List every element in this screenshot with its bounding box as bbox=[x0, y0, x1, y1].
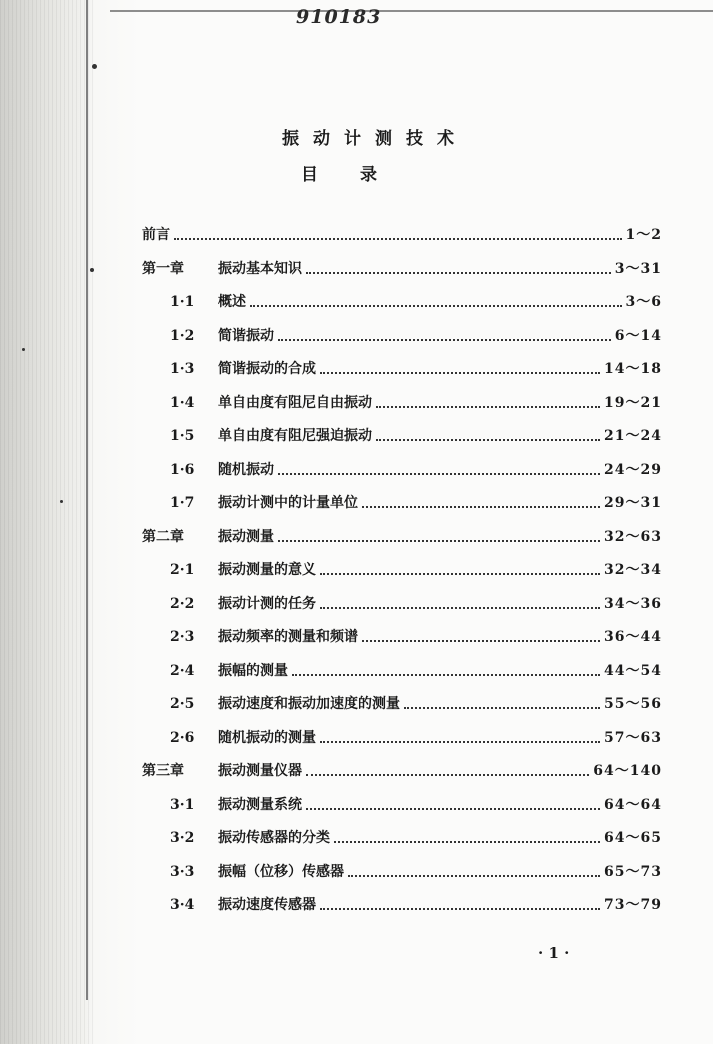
toc-dot-leader bbox=[292, 670, 600, 676]
toc-entry-title: 振动频率的测量和频谱 bbox=[218, 629, 358, 645]
toc-dot-leader bbox=[362, 502, 600, 508]
toc-page-range: 21～24 bbox=[604, 428, 662, 444]
toc-section-entry bbox=[142, 827, 662, 849]
toc-page-range: 55～56 bbox=[604, 696, 662, 712]
toc-entry-title: 振动测量仪器 bbox=[218, 763, 302, 779]
toc-dot-leader bbox=[376, 402, 600, 408]
toc-page-range: 44～54 bbox=[604, 663, 662, 679]
toc-page-range: 65～73 bbox=[604, 864, 662, 880]
toc-entry-title: 简谐振动 bbox=[218, 328, 274, 344]
toc-entry-number: 前言 bbox=[142, 227, 170, 243]
toc-section-entry bbox=[142, 894, 662, 916]
toc-page-range: 29～31 bbox=[604, 495, 662, 511]
toc-chapter-entry bbox=[142, 760, 662, 782]
toc-dot-leader bbox=[362, 636, 600, 642]
toc-heading: 目录 bbox=[301, 165, 419, 185]
toc-page-range: 1～2 bbox=[625, 227, 662, 243]
toc-entry-number: 1·3 bbox=[170, 361, 195, 377]
toc-entry-number: 2·2 bbox=[170, 596, 195, 612]
toc-front-entry bbox=[142, 224, 662, 246]
toc-section-entry bbox=[142, 559, 662, 581]
toc-page-range: 14～18 bbox=[604, 361, 662, 377]
page-number: · 1 · bbox=[538, 944, 570, 962]
toc-section-entry bbox=[142, 392, 662, 414]
toc-entry-number: 1·5 bbox=[170, 428, 195, 444]
toc-page-range: 32～63 bbox=[604, 529, 662, 545]
toc-entry-number: 2·1 bbox=[170, 562, 195, 578]
toc-page-range: 64～65 bbox=[604, 830, 662, 846]
toc-entry-title: 单自由度有阻尼自由振动 bbox=[218, 395, 372, 411]
toc-entry-number: 1·2 bbox=[170, 328, 195, 344]
toc-page-range: 57～63 bbox=[604, 730, 662, 746]
toc-section-entry bbox=[142, 593, 662, 615]
toc-dot-leader bbox=[306, 770, 589, 776]
toc-dot-leader bbox=[320, 368, 600, 374]
toc-dot-leader bbox=[278, 335, 611, 341]
scan-speck bbox=[22, 348, 25, 351]
toc-page-range: 64～140 bbox=[593, 763, 662, 779]
toc-page-range: 36～44 bbox=[604, 629, 662, 645]
toc-dot-leader bbox=[348, 871, 600, 877]
toc-entry-number: 1·6 bbox=[170, 462, 195, 478]
toc-entry-number: 第一章 bbox=[142, 261, 184, 277]
toc-section-entry bbox=[142, 425, 662, 447]
toc-dot-leader bbox=[306, 268, 611, 274]
toc-entry-title: 振动速度传感器 bbox=[218, 897, 316, 913]
scan-binding-edge bbox=[0, 0, 95, 1044]
toc-page-range: 19～21 bbox=[604, 395, 662, 411]
toc-page-range: 64～64 bbox=[604, 797, 662, 813]
toc-entry-number: 2·5 bbox=[170, 696, 195, 712]
toc-dot-leader bbox=[320, 569, 600, 575]
toc-dot-leader bbox=[320, 737, 600, 743]
toc-entry-title: 单自由度有阻尼强迫振动 bbox=[218, 428, 372, 444]
toc-entry-title: 振幅（位移）传感器 bbox=[218, 864, 344, 880]
handwritten-catalog-number: 910183 bbox=[296, 6, 382, 28]
toc-chapter-entry bbox=[142, 526, 662, 548]
toc-dot-leader bbox=[250, 301, 622, 307]
scan-speck bbox=[60, 500, 63, 503]
toc-page-range: 32～34 bbox=[604, 562, 662, 578]
toc-dot-leader bbox=[320, 904, 600, 910]
toc-section-entry bbox=[142, 861, 662, 883]
toc-entry-number: 3·1 bbox=[170, 797, 195, 813]
toc-dot-leader bbox=[174, 234, 622, 240]
toc-entry-title: 振动测量 bbox=[218, 529, 274, 545]
book-title: 振动计测技术 bbox=[282, 129, 468, 149]
toc-entry-title: 振动传感器的分类 bbox=[218, 830, 330, 846]
scan-speck bbox=[92, 64, 97, 69]
toc-page-range: 24～29 bbox=[604, 462, 662, 478]
toc-section-entry bbox=[142, 459, 662, 481]
toc-chapter-entry bbox=[142, 258, 662, 280]
toc-entry-title: 振动基本知识 bbox=[218, 261, 302, 277]
toc-section-entry bbox=[142, 794, 662, 816]
toc-entry-title: 振动速度和振动加速度的测量 bbox=[218, 696, 400, 712]
toc-section-entry bbox=[142, 693, 662, 715]
toc-entry-number: 1·4 bbox=[170, 395, 195, 411]
toc-section-entry bbox=[142, 727, 662, 749]
toc-page-range: 73～79 bbox=[604, 897, 662, 913]
toc-entry-number: 1·7 bbox=[170, 495, 195, 511]
toc-page-range: 3～31 bbox=[614, 261, 662, 277]
toc-entry-title: 随机振动的测量 bbox=[218, 730, 316, 746]
scan-top-edge bbox=[110, 0, 713, 12]
toc-dot-leader bbox=[278, 469, 600, 475]
toc-entry-title: 振动测量系统 bbox=[218, 797, 302, 813]
toc-page-range: 34～36 bbox=[604, 596, 662, 612]
toc-entry-number: 1·1 bbox=[170, 294, 195, 310]
binding-line bbox=[86, 0, 88, 1000]
toc-dot-leader bbox=[334, 837, 600, 843]
toc-entry-number: 2·4 bbox=[170, 663, 195, 679]
toc-dot-leader bbox=[404, 703, 600, 709]
toc-dot-leader bbox=[278, 536, 600, 542]
toc-page-range: 3～6 bbox=[625, 294, 662, 310]
toc-section-entry bbox=[142, 291, 662, 313]
toc-entry-number: 第三章 bbox=[142, 763, 184, 779]
toc-section-entry bbox=[142, 660, 662, 682]
toc-entry-title: 概述 bbox=[218, 294, 246, 310]
toc-section-entry bbox=[142, 492, 662, 514]
toc-entry-title: 随机振动 bbox=[218, 462, 274, 478]
toc-entry-number: 3·2 bbox=[170, 830, 195, 846]
toc-entry-title: 振动测量的意义 bbox=[218, 562, 316, 578]
toc-entry-title: 振动计测中的计量单位 bbox=[218, 495, 358, 511]
toc-entry-number: 3·3 bbox=[170, 864, 195, 880]
toc-entry-number: 2·6 bbox=[170, 730, 195, 746]
toc-section-entry bbox=[142, 626, 662, 648]
scan-speck bbox=[90, 268, 94, 272]
toc-dot-leader bbox=[376, 435, 600, 441]
toc-section-entry bbox=[142, 325, 662, 347]
toc-dot-leader bbox=[320, 603, 600, 609]
toc-entry-title: 简谐振动的合成 bbox=[218, 361, 316, 377]
toc-dot-leader bbox=[306, 804, 600, 810]
toc-entry-title: 振幅的测量 bbox=[218, 663, 288, 679]
toc-entry-number: 3·4 bbox=[170, 897, 195, 913]
toc-entry-title: 振动计测的任务 bbox=[218, 596, 316, 612]
toc-section-entry bbox=[142, 358, 662, 380]
toc-page-range: 6～14 bbox=[614, 328, 662, 344]
toc-entry-number: 2·3 bbox=[170, 629, 195, 645]
toc-entry-number: 第二章 bbox=[142, 529, 184, 545]
